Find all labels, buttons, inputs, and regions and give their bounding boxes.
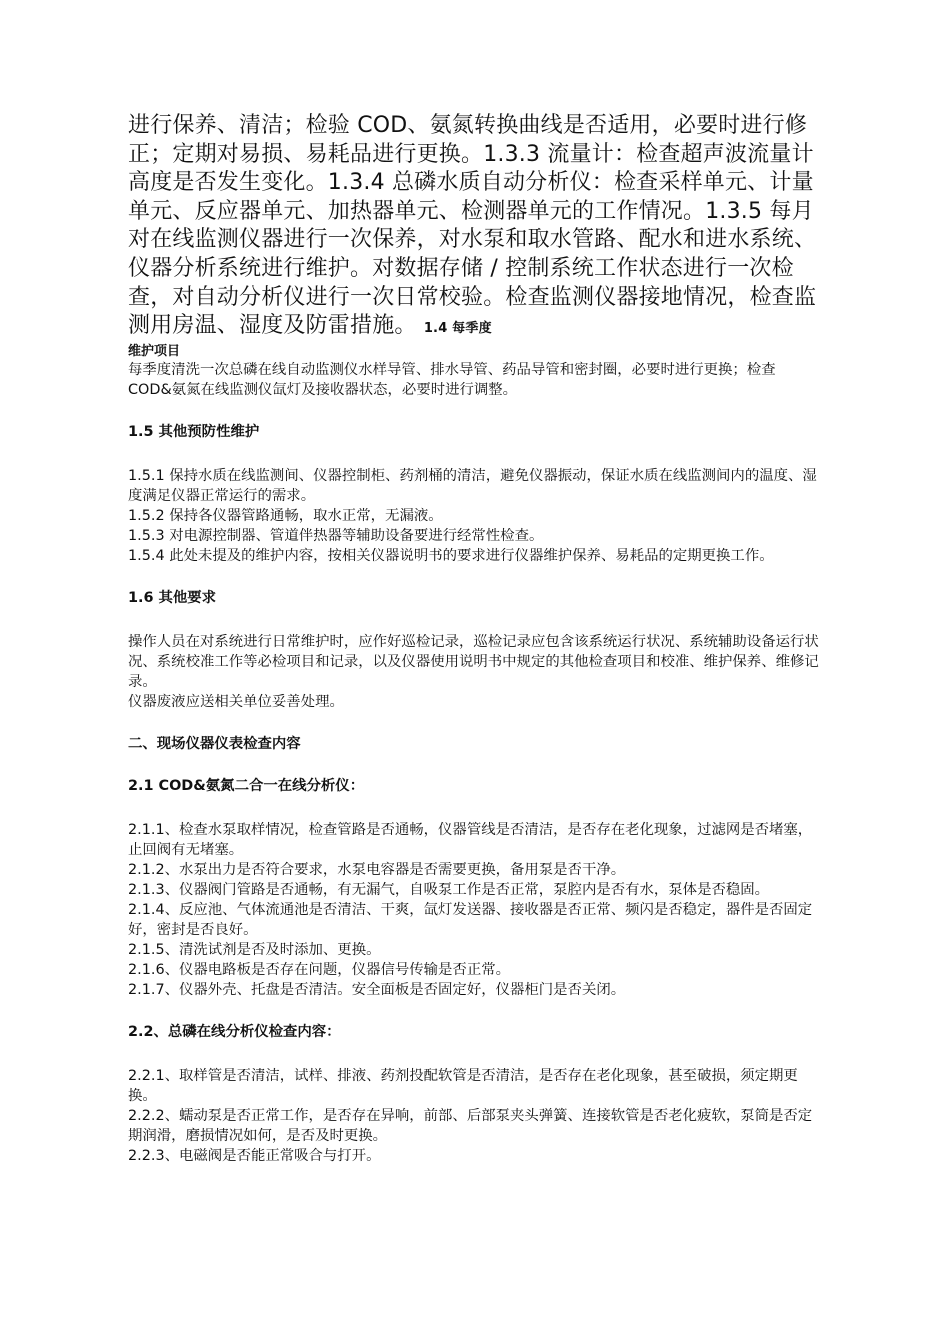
item-1-5-1: 1.5.1 保持水质在线监测间、仪器控制柜、药剂桶的清洁，避免仪器振动，保证水质在线监测间内的温度、湿度满足仪器正常运行的需求。: [128, 467, 817, 504]
item-1-5-4: 1.5.4 此处未提及的维护内容，按相关仪器说明书的要求进行仪器维护保养、易耗品的定期更换工作。: [128, 547, 774, 564]
section-1-4-heading-cont: 维护项目: [128, 343, 181, 359]
section-1-5-heading: 1.5 其他预防性维护: [128, 423, 260, 440]
section-1-4-heading: 1.4 每季度: [423, 321, 492, 337]
item-1-5-2: 1.5.2 保持各仪器管路通畅，取水正常，无漏液。: [128, 507, 443, 524]
item-2-1-6: 2.1.6、仪器电路板是否存在问题，仪器信号传输是否正常。: [128, 961, 510, 978]
item-2-2-3: 2.2.3、电磁阀是否能正常吸合与打开。: [128, 1147, 381, 1164]
item-2-1-7: 2.1.7、仪器外壳、托盘是否清洁。安全面板是否固定好，仪器柜门是否关闭。: [128, 981, 626, 998]
item-2-2-2: 2.2.2、蠕动泵是否正常工作，是否存在异响，前部、后部泵夹头弹簧、连接软管是否老化疲软，泵筒是否定期润滑，磨损情况如何，是否及时更换。: [128, 1107, 813, 1144]
item-2-2-1: 2.2.1、取样管是否清洁，试样、排液、药剂投配软管是否清洁，是否存在老化现象，甚至破损，须定期更换。: [128, 1067, 798, 1104]
section-1-6-para-1: 操作人员在对系统进行日常维护时，应作好巡检记录，巡检记录应包含该系统运行状况、系统辅助设备运行状况、系统校准工作等必检项目和记录，以及仪器使用说明书中规定的其他检查项目和校准、维护保养、维修记录。: [128, 633, 819, 690]
item-2-1-5: 2.1.5、清洗试剂是否及时添加、更换。: [128, 941, 381, 958]
item-2-1-1: 2.1.1、检查水泵取样情况，检查管路是否通畅，仪器管线是否清洁，是否存在老化现象，过滤网是否堵塞，止回阀有无堵塞。: [128, 821, 813, 858]
section-1-6-heading: 1.6 其他要求: [128, 589, 217, 606]
section-2-heading: 二、现场仪器仪表检查内容: [128, 735, 301, 752]
document-page: [128, 112, 822, 1166]
item-2-1-2: 2.1.2、水泵出力是否符合要求，水泵电容器是否需要更换，备用泵是否干净。: [128, 861, 626, 878]
item-1-5-3: 1.5.3 对电源控制器、管道伴热器等辅助设备要进行经常性检查。: [128, 527, 544, 544]
section-2-2-heading: 2.2、总磷在线分析仪检查内容：: [128, 1023, 341, 1040]
section-1-4-body: 每季度清洗一次总磷在线自动监测仪水样导管、排水导管、药品导管和密封圈，必要时进行更换；检查 COD&氨氮在线监测仪氙灯及接收器状态，必要时进行调整。: [128, 361, 776, 398]
section-1-6-para-2: 仪器废液应送相关单位妥善处理。: [128, 693, 344, 710]
section-2-1-heading: 2.1 COD&氨氮二合一在线分析仪：: [128, 777, 365, 794]
intro-text: 进行保养、清洁；检验 COD、氨氮转换曲线是否适用，必要时进行修正；定期对易损、易耗品进行更换。1.3.3 流量计：检查超声波流量计高度是否发生变化。1.3.4 总磷水质自动分析仪：检查采样单元、计量单元、反应器单元、加热器单元、检测器单元的工作情况。1.3.5 每月对在线监测仪器进行一次保养，对水泵和取水管路、配水和进水系统、仪器分析系统进行维护。对数据存储 / 控制系统工作状态进行一次检查，对自动分析仪进行一次日常校验。检查监测仪器接地情况，检查监测用房温、湿度及防雷措施。: [128, 113, 817, 339]
item-2-1-4: 2.1.4、反应池、气体流通池是否清洁、干爽，氙灯发送器、接收器是否正常、频闪是否稳定，器件是否固定好，密封是否良好。: [128, 901, 813, 938]
item-2-1-3: 2.1.3、仪器阀门管路是否通畅，有无漏气，自吸泵工作是否正常，泵腔内是否有水，泵体是否稳固。: [128, 881, 770, 898]
intro-paragraph: [128, 112, 822, 344]
